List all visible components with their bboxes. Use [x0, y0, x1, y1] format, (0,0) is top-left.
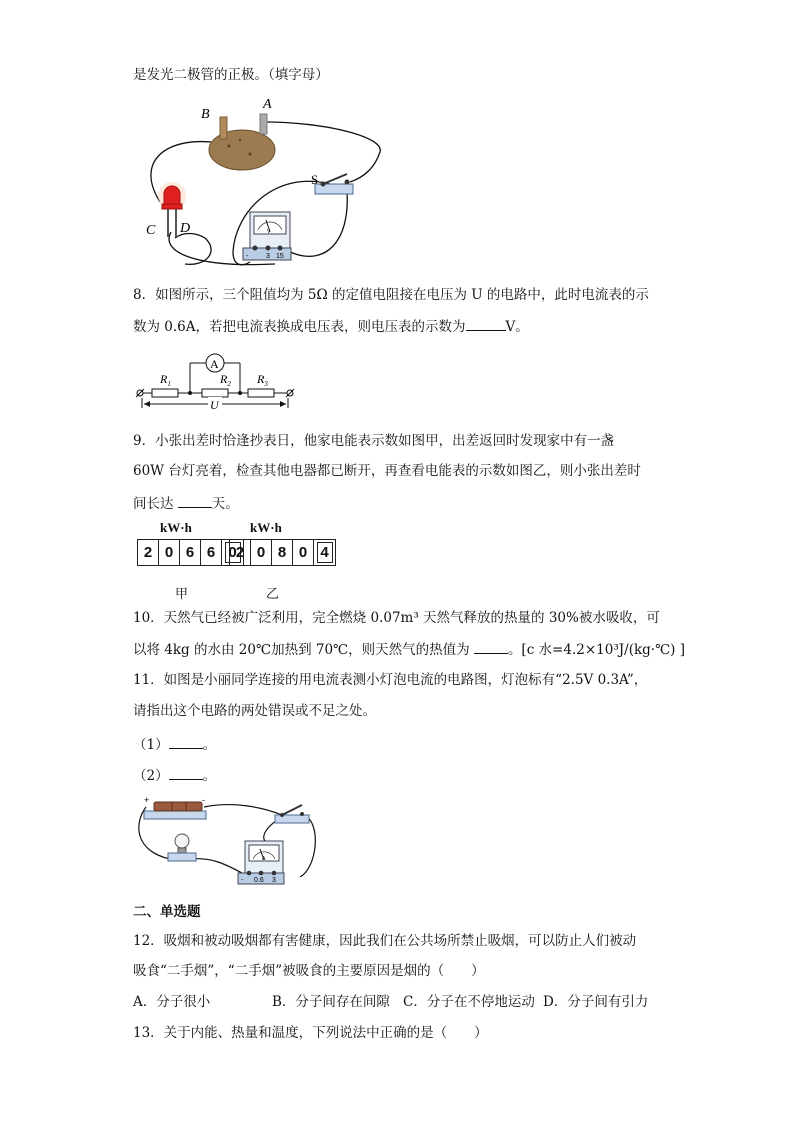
- r1-label: $R_1$: [160, 372, 171, 388]
- meter-jia-digit: 0: [159, 540, 180, 565]
- r2-label: $R_2$: [220, 372, 231, 388]
- meter-v-label: V: [267, 229, 271, 235]
- meter-jia-digit: 2: [138, 540, 159, 565]
- q12-option-a[interactable]: A．分子很小: [133, 994, 211, 1010]
- label-s: S: [311, 172, 319, 187]
- meter-yi-unit: kW·h: [250, 520, 282, 535]
- q9-line1: 9．小张出差时恰逢抄表日，他家电能表示数如图甲，出差返回时发现家中有一盏: [133, 433, 615, 449]
- meter-yi-digit: 2: [230, 540, 251, 565]
- q9-line2: 60W 台灯亮着，检查其他电器都已断开，再查看电能表的示数如图乙，则小张出差时: [133, 463, 641, 479]
- resistor-circuit-figure: [130, 350, 300, 412]
- q12-option-d[interactable]: D．分子间有引力: [543, 994, 649, 1010]
- q9-line3: 间长达 天。: [133, 493, 239, 513]
- ammeter-minus-label: -: [241, 877, 244, 884]
- battery-plus-label: +: [144, 795, 150, 805]
- meter-3-label: 3: [266, 253, 270, 260]
- label-b: B: [201, 107, 210, 122]
- ammeter-3-label: 3: [272, 877, 276, 884]
- meter-jia-display: [137, 539, 244, 566]
- q11-line1: 11．如图是小丽同学连接的用电流表测小灯泡电流的电路图，灯泡标有“2.5V 0.3A”，: [133, 672, 648, 688]
- u-label: U: [210, 398, 219, 412]
- battery-minus-label: -: [202, 795, 205, 805]
- caption-jia: 甲: [175, 587, 189, 602]
- q8-line2: 数为 0.6A，若把电流表换成电压表，则电压表的示数为 V。: [133, 316, 529, 336]
- meter-15-label: 15: [276, 253, 284, 260]
- q10-line1: 10．天然气已经被广泛利用，完全燃烧 0.07m³ 天然气释放的热量的 30%被水吸收，可: [133, 610, 660, 626]
- meter-yi-digit: 0: [293, 540, 314, 565]
- potato-battery-circuit-figure: [125, 92, 395, 272]
- meter-jia-digit: 6: [201, 540, 222, 565]
- section-heading-single-choice: 二、单选题: [133, 904, 201, 920]
- meter-yi-decimal-digit: 4: [314, 540, 335, 565]
- q12-line1: 12．吸烟和被动吸烟都有害健康，因此我们在公共场所禁止吸烟，可以防止人们被动: [133, 933, 637, 949]
- q10-answer-blank[interactable]: [474, 639, 508, 654]
- meter-jia-digit: 6: [180, 540, 201, 565]
- lamp-ammeter-circuit-figure: [132, 793, 317, 888]
- ammeter-label: A: [210, 357, 219, 371]
- meter-yi-digit: 0: [251, 540, 272, 565]
- q12-option-c[interactable]: C．分子在不停地运动: [403, 994, 535, 1010]
- q8-line1: 8．如图所示，三个阻值均为 5Ω 的定值电阻接在电压为 U 的电路中，此时电流表的示: [133, 287, 649, 303]
- ammeter-a-label: A: [262, 856, 266, 862]
- meter-yi-display: [229, 539, 336, 566]
- meter-jia-decimal-digit: 0: [222, 540, 243, 565]
- q12-option-b[interactable]: B．分子间存在间隙: [272, 994, 390, 1010]
- q7-tail-text: 是发光二极管的正极。（填字母）: [133, 67, 329, 83]
- q11-item2: （2） 。: [133, 765, 216, 785]
- q11-item1: （1） 。: [133, 734, 216, 754]
- meter-yi-digit: 8: [272, 540, 293, 565]
- q11-answer-blank-1[interactable]: [169, 734, 203, 749]
- q12-line2: 吸食“二手烟”，“二手烟”被吸食的主要原因是烟的（ ）: [133, 963, 485, 979]
- label-a: A: [263, 97, 272, 112]
- q11-answer-blank-2[interactable]: [169, 765, 203, 780]
- caption-yi: 乙: [266, 587, 280, 602]
- q10-line2: 以将 4kg 的水由 20℃加热到 70℃，则天然气的热值为 。[c 水=4.2×10³J/(kg·℃) ]: [133, 639, 685, 659]
- q13-line1: 13．关于内能、热量和温度，下列说法中正确的是（ ）: [133, 1025, 488, 1041]
- q11-line2: 请指出这个电路的两处错误或不足之处。: [133, 703, 376, 719]
- q9-answer-blank[interactable]: [178, 493, 212, 508]
- label-c: C: [146, 223, 156, 238]
- ammeter-06-label: 0.6: [254, 877, 264, 884]
- r3-label: $R_3$: [257, 372, 268, 388]
- meter-jia-unit: kW·h: [160, 520, 192, 535]
- meter-minus-label: -: [246, 253, 249, 260]
- label-d: D: [180, 221, 191, 236]
- q8-answer-blank[interactable]: [466, 316, 506, 331]
